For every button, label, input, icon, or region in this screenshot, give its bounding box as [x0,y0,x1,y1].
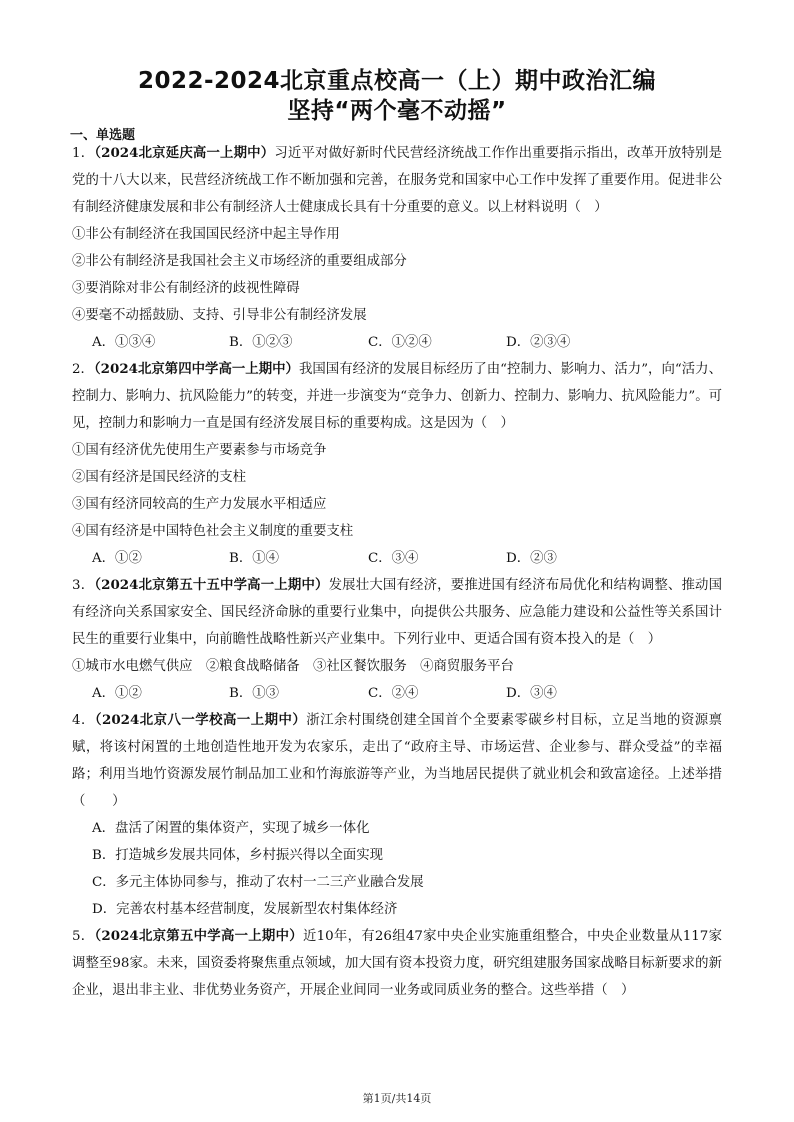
question-source: （2024北京第五十五中学高一上期中） [94,577,329,593]
statement-item: ①国有经济优先使用生产要素参与市场竞争 [72,443,327,458]
section-heading: 一、单选题 [70,128,136,143]
document-title: 2022-2024北京重点校高一（上）期中政治汇编 [137,68,657,94]
question-stem: 2．（2024北京第四中学高一上期中）我国国有经济的发展目标经历了由“控制力、影响力、活力”，向“活力、控制力、影响力、抗风险能力”的转变，并进一步演变为“竞争力、创新力、控制力、影响力、抗风险能力”。可见，控制力和影响力一直是国有经济发展目标的重要构成。这是因为（ ） [72,361,722,431]
answer-options [92,329,722,356]
statement-item: ②国有经济是国民经济的支柱 [72,470,247,485]
question-stem: 3．（2024北京第五十五中学高一上期中）发展壮大国有经济，要推进国有经济布局优化和结构调整、推动国有经济向关系国家安全、国民经济命脉的重要行业集中，向提供公共服务、应急能力建设和公益性等关系国计民生的重要行业集中，向前瞻性战略性新兴产业集中。下列行业中、更适合国有资本投入的是（ ） [72,577,722,647]
question-list [72,140,722,1004]
option-c: C．②④ [368,686,419,701]
document-subtitle: 坚持“两个毫不动摇” [287,98,507,124]
option-d: D．完善农村基本经营制度，发展新型农村集体经济 [92,902,398,917]
answer-options [92,545,722,572]
option-c: C．③④ [368,551,419,566]
statement-item: ①城市水电燃气供应 ②粮食战略储备 ③社区餐饮服务 ④商贸服务平台 [72,659,514,674]
question-2 [72,356,722,572]
option-b: B．①③ [229,686,280,701]
statement-item: ③要消除对非公有制经济的歧视性障碍 [72,281,300,296]
option-a: A．①② [92,551,142,566]
option-d: D．②③④ [506,335,571,350]
question-source: （2024北京第五中学高一上期中） [94,928,303,944]
statement-item: ③国有经济同较高的生产力发展水平相适应 [72,497,327,512]
question-stem: 4．（2024北京八一学校高一上期中）浙江余村围绕创建全国首个全要素零碳乡村目标，立足当地的资源禀赋，将该村闲置的土地创造性地开发为农家乐，走出了“政府主导、市场运营、企业参与、群众受益”的幸福路；利用当地竹资源发展竹制品加工业和竹海旅游等产业，为当地居民提供了就业机会和致富途径。上述举措（ ） [72,712,722,809]
option-a: A．①② [92,686,142,701]
option-d: D．②③ [506,551,557,566]
option-b: B．①②③ [229,335,293,350]
option-c: C．多元主体协同参与，推动了农村一二三产业融合发展 [92,875,424,890]
option-d: D．③④ [506,686,557,701]
question-5 [72,923,722,1004]
statement-item: ②非公有制经济是我国社会主义市场经济的重要组成部分 [72,254,407,269]
option-c: C．①②④ [368,335,432,350]
question-source: （2024北京延庆高一上期中） [94,145,275,161]
statement-item: ①非公有制经济在我国国民经济中起主导作用 [72,227,340,242]
question-source: （2024北京第四中学高一上期中） [93,361,299,377]
question-source: （2024北京八一学校高一上期中） [94,712,307,728]
answer-options [92,680,722,707]
question-1 [72,140,722,356]
question-stem: 5．（2024北京第五中学高一上期中）近10年，有26组47家中央企业实施重组整合，中央企业数量从117家调整至98家。未来，国资委将聚焦重点领域，加大国有资本投资力度，研究组建服务国家战略目标新要求的新企业，退出非主业、非优势业务资产，开展企业间同一业务或同质业务的整合。这些举措（ ） [72,928,722,998]
option-b: B．①④ [229,551,280,566]
question-stem: 1．（2024北京延庆高一上期中）习近平对做好新时代民营经济统战工作作出重要指示指出，改革开放特别是党的十八大以来，民营经济统战工作不断加强和完善，在服务党和国家中心工作中发挥了重要作用。促进非公有制经济健康发展和非公有制经济人士健康成长具有十分重要的意义。以上材料说明（ ） [72,145,722,215]
question-4 [72,707,722,923]
option-b: B．打造城乡发展共同体，乡村振兴得以全面实现 [92,848,384,863]
option-a: A．盘活了闲置的集体资产，实现了城乡一体化 [92,821,370,836]
question-3 [72,572,722,707]
page-footer: 第1页/共14页 [362,1092,432,1105]
option-a: A．①③④ [92,335,156,350]
statement-item: ④要毫不动摇鼓励、支持、引导非公有制经济发展 [72,308,367,323]
statement-item: ④国有经济是中国特色社会主义制度的重要支柱 [72,524,354,539]
